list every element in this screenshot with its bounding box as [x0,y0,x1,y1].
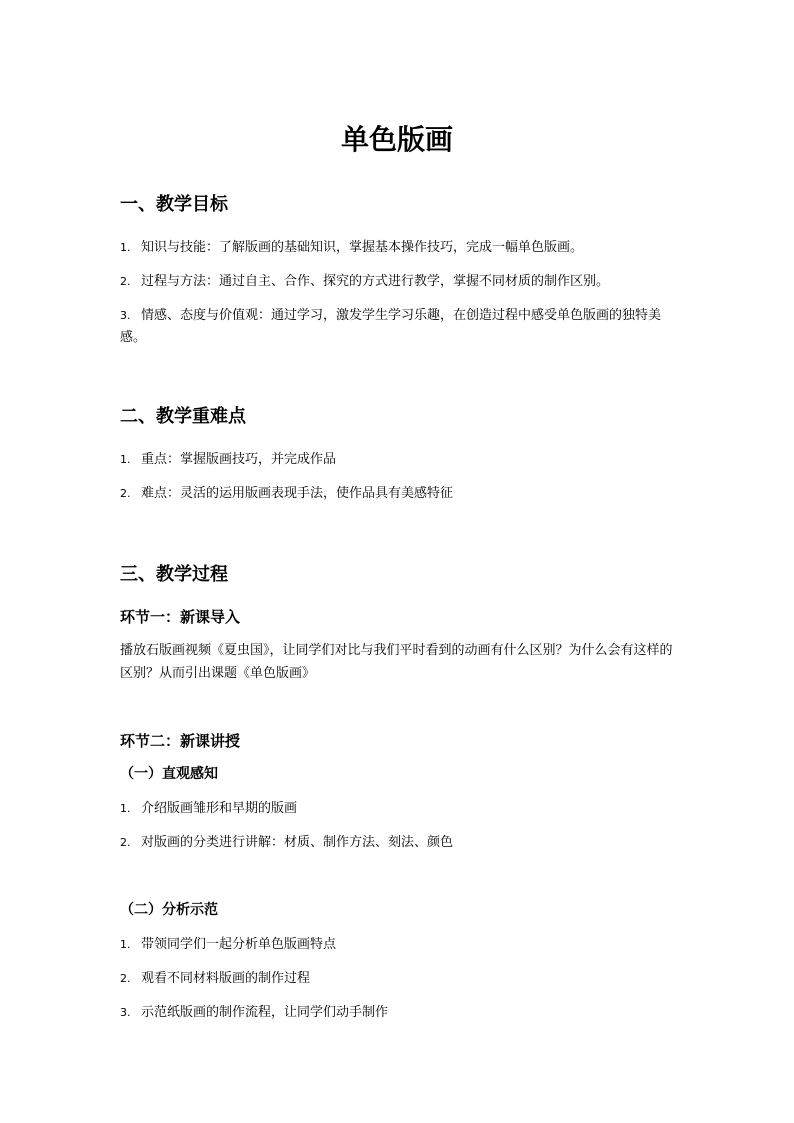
list-item [120,483,680,505]
list-item-number: 3. [120,1006,131,1019]
list-item-number: 2. [120,972,131,985]
list-item [120,798,680,820]
list-item [120,449,680,471]
document-title: 单色版画 [340,123,453,156]
list-item [120,271,680,293]
stage-heading-intro: 环节一：新课导入 [120,608,241,626]
list-item-number: 3. [120,309,131,322]
list-item [120,1002,680,1024]
list-item-text: 示范纸版画的制作流程，让同学们动手制作 [141,1005,389,1020]
list-item-number: 1. [120,453,131,466]
section-heading-process: 三、教学过程 [120,564,228,585]
list-item-text: 带领同学们一起分析单色版画特点 [141,937,337,952]
list-item [120,237,680,259]
section-heading-key-points: 二、教学重难点 [120,406,246,427]
list-item-text: 情感、态度与价值观：通过学习，激发学生学习乐趣，在创造过程中感受单色版画的独特美感。 [120,308,662,345]
list-item [120,832,680,854]
list-item-number: 1. [120,938,131,951]
section-heading-objectives: 一、教学目标 [120,194,228,215]
list-item-number: 1. [120,241,131,254]
list-item-text: 重点：掌握版画技巧，并完成作品 [141,452,337,467]
list-item-text: 介绍版画雏形和早期的版画 [141,801,298,816]
list-item-text: 对版画的分类进行讲解：材质、制作方法、刻法、颜色 [141,835,454,850]
list-item [120,305,680,349]
subsection-heading-perception: （一）直观感知 [120,766,218,782]
list-item [120,934,680,956]
list-item-number: 1. [120,802,131,815]
list-item-text: 过程与方法：通过自主、合作、探究的方式进行教学，掌握不同材质的制作区别。 [141,274,610,289]
list-item-text: 知识与技能：了解版画的基础知识，掌握基本操作技巧，完成一幅单色版画。 [141,240,584,255]
list-item-number: 2. [120,836,131,849]
list-item-text: 难点：灵活的运用版画表现手法，使作品具有美感特征 [141,486,454,501]
list-item-number: 2. [120,487,131,500]
subsection-heading-demonstration: （二）分析示范 [120,902,218,918]
list-item-text: 观看不同材料版画的制作过程 [141,971,311,986]
stage-paragraph: 播放石版画视频《夏虫国》，让同学们对比与我们平时看到的动画有什么区别？为什么会有这样的区别？从而引出课题《单色版画》 [120,643,673,681]
list-item-number: 2. [120,275,131,288]
list-item [120,968,680,990]
stage-heading-teaching: 环节二：新课讲授 [120,732,241,750]
